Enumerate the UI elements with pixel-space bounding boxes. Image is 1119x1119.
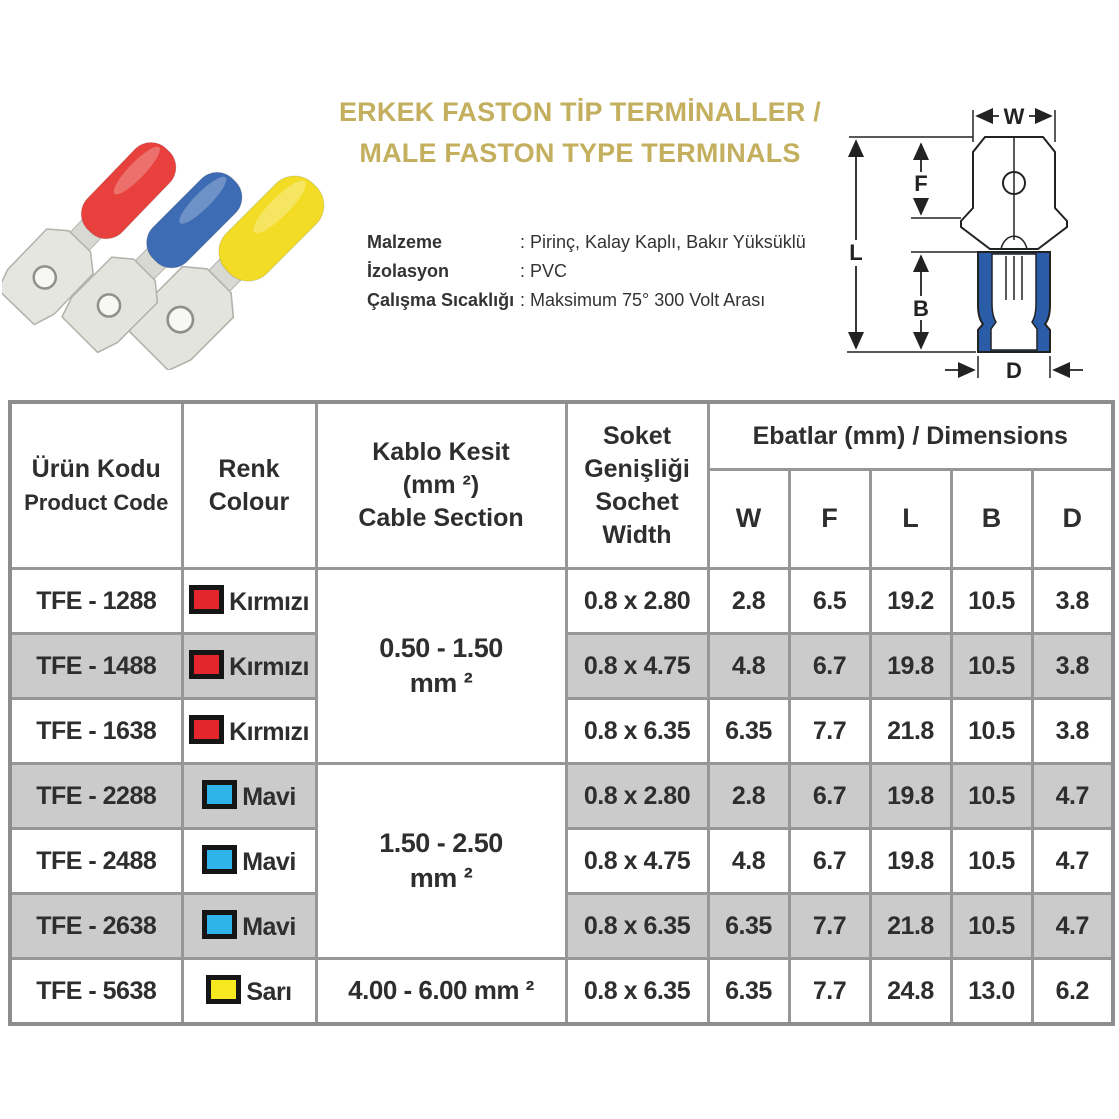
- col-header-l: L: [870, 470, 951, 569]
- page-title-line2: MALE FASTON TYPE TERMINALS: [359, 137, 801, 168]
- product-code-cell: TFE - 2288: [10, 764, 182, 829]
- colour-name: Mavi: [242, 783, 296, 811]
- header-text: Renk: [218, 454, 280, 483]
- spec-row-material: [367, 228, 806, 257]
- header-text: Product Code: [24, 489, 169, 515]
- dimension-diagram: [833, 80, 1117, 388]
- cable-range: 0.50 - 1.50: [379, 632, 503, 663]
- page-title: [330, 92, 830, 173]
- dim-f-cell: 7.7: [789, 959, 870, 1025]
- cable-range: 1.50 - 2.50: [379, 827, 503, 858]
- product-photo: [2, 112, 364, 370]
- socket-width-cell: 0.8 x 6.35: [566, 959, 708, 1025]
- dim-b-cell: 10.5: [951, 894, 1032, 959]
- colour-swatch: [189, 715, 224, 744]
- col-header-f: F: [789, 470, 870, 569]
- socket-width-cell: 0.8 x 4.75: [566, 829, 708, 894]
- dim-l-cell: 19.8: [870, 829, 951, 894]
- cable-section-cell: [316, 569, 566, 764]
- product-code-cell: TFE - 5638: [10, 959, 182, 1025]
- dim-w-cell: 2.8: [708, 764, 789, 829]
- product-code-cell: TFE - 2488: [10, 829, 182, 894]
- colour-cell: [182, 959, 316, 1025]
- dim-d-cell: 4.7: [1032, 894, 1113, 959]
- colour-cell: [182, 894, 316, 959]
- spec-value: : PVC: [520, 261, 568, 281]
- dim-f-cell: 7.7: [789, 894, 870, 959]
- header-section: [0, 0, 1119, 398]
- header-text: Cable Section: [358, 504, 524, 532]
- dim-w-cell: 6.35: [708, 959, 789, 1025]
- spec-label: Malzeme: [367, 232, 443, 252]
- product-code-cell: TFE - 1638: [10, 699, 182, 764]
- colour-name: Kırmızı: [229, 653, 309, 681]
- cable-unit: mm ²: [409, 668, 473, 698]
- socket-width-cell: 0.8 x 2.80: [566, 764, 708, 829]
- header-text: Colour: [208, 487, 290, 516]
- header-text: Sochet: [595, 487, 679, 516]
- spec-label: Çalışma Sıcaklığı: [367, 290, 515, 310]
- dim-b-cell: 10.5: [951, 634, 1032, 699]
- dim-f-cell: 6.7: [789, 764, 870, 829]
- header-text: Ürün Kodu: [31, 454, 161, 483]
- dim-l-cell: 19.8: [870, 634, 951, 699]
- colour-swatch: [189, 585, 224, 614]
- colour-name: Kırmızı: [229, 588, 309, 616]
- colour-cell: [182, 764, 316, 829]
- dim-w-cell: 4.8: [708, 829, 789, 894]
- socket-width-cell: 0.8 x 6.35: [566, 894, 708, 959]
- col-header-socket-width: [566, 402, 708, 569]
- col-header-b: B: [951, 470, 1032, 569]
- dim-f-cell: 6.7: [789, 634, 870, 699]
- dim-d-cell: 3.8: [1032, 569, 1113, 634]
- colour-cell: [182, 699, 316, 764]
- colour-swatch: [202, 910, 237, 939]
- header-text: Kablo Kesit: [372, 438, 510, 466]
- colour-swatch: [206, 975, 241, 1004]
- socket-width-cell: 0.8 x 6.35: [566, 699, 708, 764]
- dim-b-cell: 10.5: [951, 569, 1032, 634]
- dim-label-b: B: [913, 296, 929, 321]
- spec-row-insulation: [367, 257, 806, 286]
- table-row: [10, 764, 1113, 829]
- col-header-cable-section: [316, 402, 566, 569]
- dim-label-d: D: [1006, 358, 1022, 383]
- dim-b-cell: 10.5: [951, 829, 1032, 894]
- colour-name: Sarı: [246, 978, 292, 1006]
- table-row: [10, 959, 1113, 1025]
- header-text: Soket: [602, 421, 672, 450]
- socket-width-cell: 0.8 x 4.75: [566, 634, 708, 699]
- col-header-colour: [182, 402, 316, 569]
- dim-l-cell: 21.8: [870, 699, 951, 764]
- header-text: Width: [602, 520, 672, 549]
- col-header-product-code: [10, 402, 182, 569]
- dim-b-cell: 10.5: [951, 764, 1032, 829]
- colour-name: Kırmızı: [229, 718, 309, 746]
- colour-cell: [182, 829, 316, 894]
- dim-label-f: F: [914, 171, 928, 196]
- dim-f-cell: 6.5: [789, 569, 870, 634]
- dim-d-cell: 6.2: [1032, 959, 1113, 1025]
- col-header-d: D: [1032, 470, 1113, 569]
- dim-b-cell: 13.0: [951, 959, 1032, 1025]
- dim-w-cell: 2.8: [708, 569, 789, 634]
- colour-swatch: [202, 845, 237, 874]
- spec-list: [367, 228, 806, 315]
- dim-f-cell: 6.7: [789, 829, 870, 894]
- socket-width-cell: 0.8 x 2.80: [566, 569, 708, 634]
- dim-l-cell: 19.8: [870, 764, 951, 829]
- colour-cell: [182, 634, 316, 699]
- dim-l-cell: 19.2: [870, 569, 951, 634]
- colour-swatch: [202, 780, 237, 809]
- product-code-cell: TFE - 2638: [10, 894, 182, 959]
- col-header-w: W: [708, 470, 789, 569]
- cable-section-cell: [316, 764, 566, 959]
- dim-f-cell: 7.7: [789, 699, 870, 764]
- header-text: Genişliği: [584, 454, 690, 483]
- cable-unit: mm ²: [409, 863, 473, 893]
- col-header-dimensions: Ebatlar (mm) / Dimensions: [708, 402, 1113, 470]
- colour-name: Mavi: [242, 913, 296, 941]
- spec-value: : Pirinç, Kalay Kaplı, Bakır Yüksüklü: [520, 232, 806, 252]
- dim-d-cell: 3.8: [1032, 634, 1113, 699]
- cable-section-cell: 4.00 - 6.00 mm ²: [316, 959, 566, 1025]
- dim-d-cell: 4.7: [1032, 829, 1113, 894]
- dim-w-cell: 6.35: [708, 894, 789, 959]
- dim-l-cell: 24.8: [870, 959, 951, 1025]
- product-code-cell: TFE - 1288: [10, 569, 182, 634]
- spec-row-operating-temp: [367, 286, 806, 315]
- dim-d-cell: 3.8: [1032, 699, 1113, 764]
- dim-w-cell: 6.35: [708, 699, 789, 764]
- product-code-cell: TFE - 1488: [10, 634, 182, 699]
- dim-b-cell: 10.5: [951, 699, 1032, 764]
- header-text: (mm ²): [402, 471, 480, 499]
- spec-value: : Maksimum 75° 300 Volt Arası: [520, 290, 766, 310]
- colour-name: Mavi: [242, 848, 296, 876]
- dim-label-l: L: [849, 240, 863, 265]
- dim-label-w: W: [1003, 104, 1025, 129]
- product-spec-table: [8, 400, 1115, 1026]
- table-row: [10, 569, 1113, 634]
- dim-l-cell: 21.8: [870, 894, 951, 959]
- colour-cell: [182, 569, 316, 634]
- dim-w-cell: 4.8: [708, 634, 789, 699]
- colour-swatch: [189, 650, 224, 679]
- dim-d-cell: 4.7: [1032, 764, 1113, 829]
- spec-label: İzolasyon: [367, 261, 450, 281]
- page-title-line1: ERKEK FASTON TİP TERMİNALLER /: [338, 97, 822, 127]
